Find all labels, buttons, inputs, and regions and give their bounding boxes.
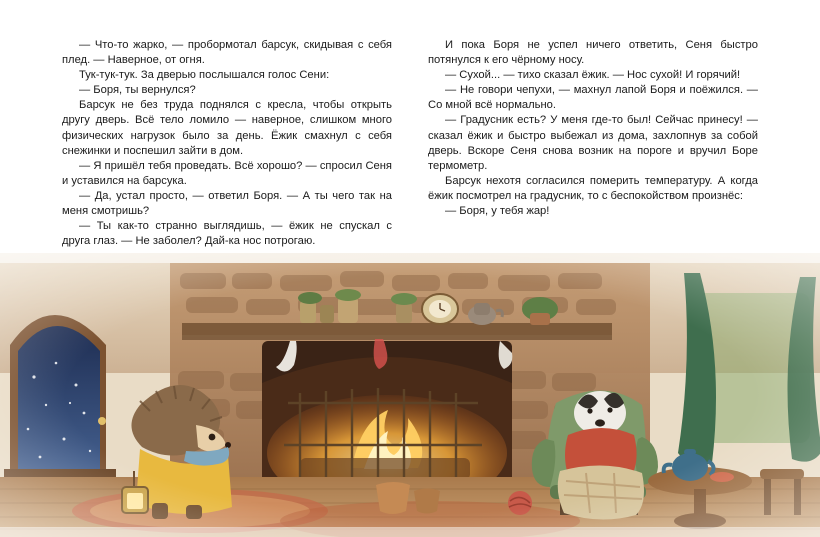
paragraph: — Да, устал просто, — ответил Боря. — А ты чего так на меня смотришь? bbox=[62, 189, 392, 218]
right-text-column bbox=[428, 38, 758, 253]
paragraph: Барсук не без труда поднялся с кресла, чтобы открыть другу дверь. Всё тело ломило — наверное, слишком много физических нагрузок было за день. Ёжик смахнул с себя снежинки и поспешил зайти в дом. bbox=[62, 99, 392, 157]
text-area bbox=[0, 38, 820, 253]
paragraph: — Сухой... — тихо сказал ёжик. — Нос сухой! И горячий! bbox=[445, 69, 741, 82]
illustration-artwork bbox=[0, 253, 820, 537]
paragraph: — Боря, ты вернулся? bbox=[79, 84, 196, 97]
paragraph: Тук-тук-тук. За дверью послышался голос Сени: bbox=[79, 69, 330, 82]
paragraph: — Что-то жарко, — пробормотал барсук, скидывая с себя плед. — Наверное, от огня. bbox=[62, 39, 392, 67]
left-text-column bbox=[62, 38, 392, 253]
illustration bbox=[0, 253, 820, 537]
paragraph: — Градусник есть? У меня где-то был! Сейчас принесу! — сказал ёжик и быстро выбежал из дома, захлопнув за собой дверь. Вскоре Сеня снова возник на пороге и вручил Боре термометр. bbox=[428, 114, 758, 172]
paragraph: И пока Боря не успел ничего ответить, Сеня быстро потянулся к его чёрному носу. bbox=[428, 39, 758, 67]
paragraph: Барсук нехотя согласился померить температуру. А когда ёжик посмотрел на градусник, то с беспокойством произнёс: bbox=[428, 174, 758, 202]
paragraph: — Я пришёл тебя проведать. Всё хорошо? — спросил Сеня и уставился на барсука. bbox=[62, 159, 392, 187]
paragraph: — Ты как-то странно выглядишь, — ёжик не спускал с друга глаз. — Не заболел? Дай-ка нос потрогаю. bbox=[62, 220, 392, 248]
paragraph: — Боря, у тебя жар! bbox=[445, 205, 550, 218]
watercolor-vignette bbox=[0, 253, 820, 537]
paragraph: — Не говори чепухи, — махнул лапой Боря и поёжился. — Со мной всё нормально. bbox=[428, 84, 758, 112]
